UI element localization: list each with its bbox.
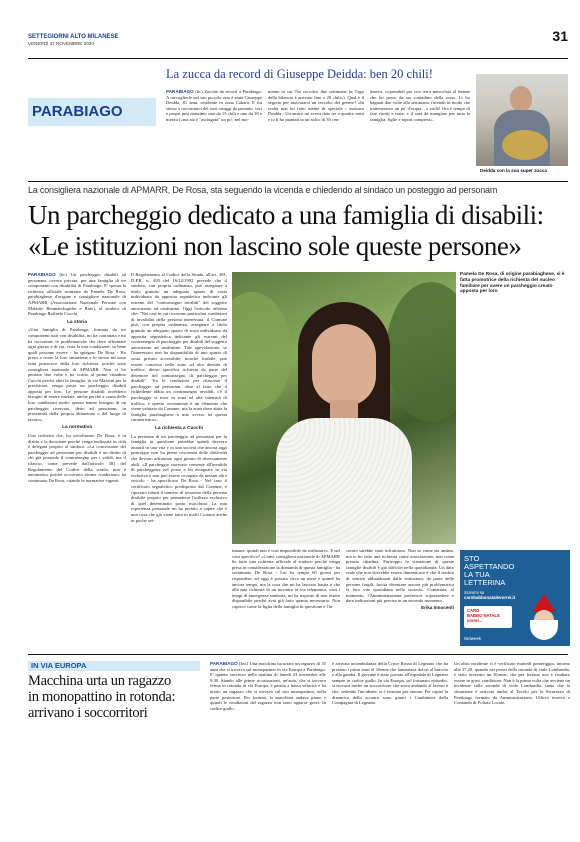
section-label-parabiago: PARABIAGO (28, 98, 156, 126)
bottom-col3: Un altro incidente si è verificato martedì pomeriggio, intorno alle 17.20, quando nei pressi della rotonda di viale Lombardia, è stato investito un 81enne, che per fortuna non è risultato essere in gravi condizioni. Non è la prima volta che avviene un incidente sulla rotonda di viale Lombardia, tanto che la situazione è arrivata anche al Tavolo per la Sicurezza di Parabiago formato da Amministrazione, Ufficio tecnico e Comando di Polizia Locale. (454, 661, 570, 706)
masthead (28, 28, 568, 62)
person-head (510, 86, 532, 112)
pumpkin-photo (476, 74, 568, 166)
subhead-richiesta: La richiesta a Cucchi (155, 426, 203, 432)
main-headline-line2: «Le istituzioni non lascino sole queste persone» (28, 231, 522, 261)
main-photo (232, 272, 456, 544)
top-story-place: PARABIAGO (166, 89, 194, 94)
main-col3: timane, quindi non è così impossibile da realizzare». E nel caso specifico? «Come consigliera nazionale di APMARR ho fatto una richiesta ufficiale al sindaco perché venga presa in considerazione la domanda di questa famiglia - ha continuato De Rosa - Lui ha tempo 60 giorni per rispondere; ad oggi è passato circa un mese e quindi ha ancora tempo, ma la cosa che mi ha lasciato basita è che alla mia richiesta di un incontro in via telematica, visti i tempi di emergenza sanitaria, mi ha risposto di non essere disponibile perché avrà già fatto quanto necessario. Non capisco come la figlia della famiglia in questione e l'in- (232, 548, 340, 609)
santa-beard-icon (530, 620, 558, 640)
christmas-ad[interactable] (460, 550, 570, 646)
bottom-col2: è arrivata un'ambulanza della Croce Rossa di Legnano che ha prestato i primi aiuti al 35enne che lamentava dolori al braccio e alla gamba. Il giovane è stato portato all'ospedale di Legnano sempre in codice giallo. In via Europa, sul fortunato episodio, si trovava anche un soccorritore che stava andando al lavoro e che, vedendo l'incidente, si è fermato per aiutare. Per capire la dinamica dello scontro sono giunti i Carabinieri della Compagnia di Legnano. (332, 661, 448, 706)
bottom-place: PARABIAGO (210, 661, 238, 666)
paper-date: VENERDÌ 27 NOVEMBRE 2020 (28, 41, 94, 46)
main-col1: PARABIAGO (bc) Un parcheggio disabili ad personam, ovvero privato, per una famiglia di tre componenti con disabilità di Parabiago. E' questa la richiesta ufficiale avanzata da Pamela De Rosa, parabiaghese d'origine e consigliere nazionale di APMARR (Associazione Nazionale Persone con Malattie Reumatologiche e Rare), al sindaco di Parabiago Raffaele Cucchi. La storia «Una famiglia di Parabiago, formata da tre componenti tutti con disabilità, mi ha contattata e mi ha raccontato le problematiche che deve affrontare ogni giorno e di cui, vista la mia condizione, so bene quali possano essere - ha spiegato De Rosa - Ho preso a cuore la loro situazione e lo stesso mi sono fatta portavoce della loro richiesta, poiché sono consigliera nazionale di APMARR. Non ci ho pensato due volte e ho scritto al primo cittadino Cucchi perché abiti la famiglia, in via Mazzini per la precisione, venga posto un parcheggio disabili apposta per loro. Le persone disabili avrebbero bisogno di essere tutelate, anche perché a causa delle loro condizioni molto spesso hanno bisogno di un parcheggio riservato, detto ad personam, in prossimità della propria abitazione o del luogo di lavoro». La normativa Una richiesta che, ha sottolineato De Rosa, è in diritto e la decisione perché venga realizzata in città è delegata proprio al sindaco. «La concessione del parcheggio ad personam per disabili è un diritto di chi già possiede il contrassegno per i validi, ma il rilascio, come prevede dall'articolo 381 del Regolamento del Codice della strada, non è automatico poiché occorrono alcune condizioni» ha continuato De Rosa, citando le normative vigenti. (28, 272, 126, 483)
main-photo-caption: Pamela De Rosa, di origine parabiaghese, si è fatta promotrice della richiesta del nucleo familiare per avere un parcheggio creato apposta per loro (460, 272, 565, 295)
bottom-headline-line3: arrivano i soccorritori (28, 705, 148, 721)
bottom-col1: PARABIAGO (bsc) Una macchina ha urtato un ragazzo di 35 anni che si trovava sul monopattino in via Europa a Parabiago. E' quanto successo nella mattina di lunedì 23 novembre alle 9.30. Stando alle prime ricostruzioni, un'auto, che si trovava ferma in rotonda in via Europa, è partita a bassa velocità e ha urtato un ragazzo che si trovava sul suo monopattino, nella parte posteriore. Per fortuna, la macchina andava piano e quindi le condizioni del ragazzo non sono apparse gravi. In codice giallo, (210, 661, 326, 711)
ad-scrivimi: Scrivimi su (464, 590, 485, 595)
subhead-storia: La storia (67, 319, 87, 325)
bottom-headline-line2: in monopattino in rotonda: (28, 689, 176, 705)
top-story-rule (28, 181, 568, 182)
main-col4: contro sarebbe stato infruttuoso. Non so come sia andata, ma io ho fatto una richiesta come associazione, non come privata cittadina. Purtroppo la situazione di queste famiglie disabili è già difficile nella quotidianità. Un dato reale che non dovrebbe essere dimenticato è che il rischio di sentirsi abbandonati dalle istituzioni, da parte delle persone fragili, faccia diventare ancora più problematica la loro vita quotidiana nella società». Contattata, al momento, l'Amministrazione preferisce soprassedere e dare indicazioni più precise in un secondo momento. Erika Innocenti (346, 548, 454, 610)
top-story-col2: mento in cui l'ho raccolta, due settimane fa, l'ago della bilancia è arrivato fino a 20 chili»). Qual è il segreto per assicurarsi un raccolto del genere? «In realtà non ho fatto niente di speciale - assicura Deidda - Un amico mi aveva dato tre o quattro semi e io li ho piantati in un solco di 30 cen- (268, 89, 364, 122)
main-headline-line1: Un parcheggio dedicato a una famiglia di disabili: (28, 200, 544, 230)
masthead-rule (28, 58, 568, 59)
ad-line2: ASPETTANDO (464, 562, 515, 571)
ad-line3: LA TUA (464, 570, 490, 579)
ad-line1: STO (464, 554, 480, 563)
ad-logo-caro: CARO (467, 608, 480, 613)
main-story-rule (28, 654, 568, 655)
main-kicker: La consigliera nazionale di APMARR, De Rosa, sta seguendo la vicenda e chiedendo al sindaco un posteggio ad personam (28, 185, 498, 195)
ad-line4: LETTERINA (464, 578, 506, 587)
woman-face (312, 324, 376, 406)
ad-email[interactable]: carobabbonatalevorrei.it (464, 595, 516, 600)
subhead-normativa: La normativa (62, 425, 92, 431)
ad-logo (464, 606, 512, 628)
photo-leaves-right (386, 282, 456, 422)
main-place: PARABIAGO (28, 272, 56, 277)
top-story-col1: PARABIAGO (bc) Zucche da record a Parabiago. A raccoglierle nel suo piccolo orto è stato Giuseppe Deidda, 81 anni, residente in zona Cakara. E lui stesso a raccontarci del suoi ortaggi da primato, veri e propri pesi massimi: uno da 15 chili e uno da 18 e mezzo («ma sta è "asciugata" un po'; nel mo- (166, 89, 262, 122)
paper-name: SETTEGIORNI ALTO MILANESE (28, 34, 119, 40)
top-story-headline: La zucca da record di Giuseppe Deidda: ben 20 chili! (166, 67, 433, 81)
ad-logo-vorrei: vorrei... (467, 618, 483, 623)
page-number: 31 (552, 28, 568, 44)
main-col2: Il Regolamento al Codice della Strada, all'art. 381, D.P.R. n. 495 del 16/12/1992 prevede che il sindaco, con propria ordinanza, può assegnare a titolo gratuito un adeguato spazio di sosta individuato da apposita segnaletica indicante gli estremi del "contrassegno invalidi" del soggetto autorizzato ad usufruirne. Oggi l'articolo afferma che: "Nei casi in cui ricorrono particolari condizioni di invalidità della persona interessata, il Comune può, con propria ordinanza, assegnare a titolo gratuito un adeguato spazio di sosta individuato da apposita segnaletica indicante gli estremi del contrassegno di parcheggio per disabili del soggetto autorizzato ad usufruirne. Tale agevolazione, se l'interessato non ha disponibilità di uno spazio di sosta privato accessibile, nonché fruibile, può essere concessa nelle zone ad alta densità di traffico, dietro specifica richiesta da parte del detentore del contrassegno di parcheggio per disabili". Tra le condizioni per rilasciare il parcheggio ad personam, oltre al fatto che il richiedente abbia un contrassegno invalidi, c'è il parcheggio si trovi in zona ad alta intensità di traffico, e questo ovviamente è un elemento che viene valutato da Comune, ma la zona dove abita la famiglia parabiaghese a mio avviso ha questa caratteristica». La richiesta a Cucchi La presenza di un parcheggio ad personam per la famiglia in questione potrebbe quindi davvero aiutarli in una vita e in una società che ancora oggi purtroppo non ha piena coscienza delle difficoltà che devono affrontare ogni giorno di diversamente abili. «Il parcheggio riservato consente all'invalido di parcheggiare nel posto a lui assegnato in via esclusiva e non può essere occupato da nessun altro veicolo - ha specificato De Rosa - Nel caso il certificato segnaletico predisposto dal Comune, è riportato infatti il numero di tesserino della persona disabile proprio per permettere l'utilizzo esclusivo di quel determinato posto macchina. La mia esperienza personale mi ha portato a capire che è una cosa che già viene fatta in molti Comuni anche in poche set- (131, 272, 227, 523)
bottom-section-label: IN VIA EUROPA (28, 661, 200, 671)
bottom-headline-line1: Macchina urta un ragazzo (28, 673, 171, 689)
ad-sponsor: Netweek (464, 636, 482, 641)
ad-logo-babbo: BABBO NATALE (467, 613, 500, 618)
byline: Erika Innocenti (421, 604, 454, 610)
woman-top (276, 418, 412, 544)
top-story-col3: timetri, coprendoli poi con terra mescolata al letame che ho preso da un contadino della zona. Li ho bagnati due volte alla settimana, facendo in modo che trattenessero un po' d'acqua... e voilà! Ora è tempo di fare risotti e torte, e il sarà da mangiare per tutta la famiglia, figlie e nipoti compresi». (370, 89, 470, 122)
pumpkin-shape (502, 130, 548, 160)
pumpkin-photo-caption: Deidda con la sua super zucca (480, 168, 547, 173)
photo-leaves-left (232, 292, 292, 412)
